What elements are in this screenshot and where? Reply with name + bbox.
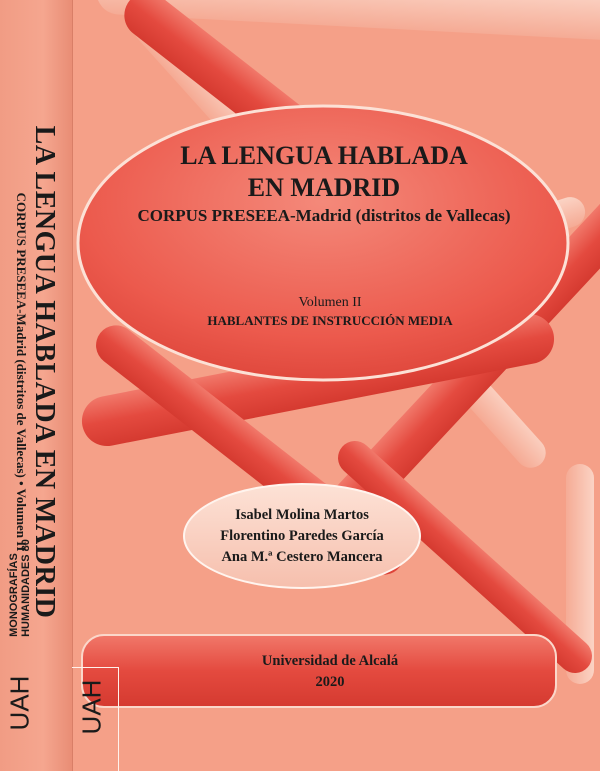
publisher-block: [200, 651, 460, 693]
title-line-2: EN MADRID: [247, 173, 401, 202]
spine-uah-logo: UAH: [4, 675, 35, 731]
authors-list: [196, 505, 408, 568]
cover-subtitle: CORPUS PRESEEA-Madrid (distritos de Vallecas): [137, 206, 511, 225]
series-line-1: MONOGRAFÍAS: [8, 553, 20, 637]
spine-title: LA LENGUA HABLADA EN MADRID: [29, 125, 60, 619]
publication-year: 2020: [315, 674, 345, 690]
series-line-2: HUMANIDADES 80: [20, 539, 32, 637]
spine: [0, 0, 73, 771]
author-name: Isabel Molina Martos: [235, 507, 369, 523]
volume-title: HABLANTES DE INSTRUCCIÓN MEDIA: [207, 313, 453, 328]
publisher-name: Universidad de Alcalá: [261, 653, 399, 669]
author-name: Ana M.ª Cestero Mancera: [221, 549, 383, 565]
title-line-1: LA LENGUA HABLADA: [180, 141, 468, 170]
series-label: [8, 539, 32, 637]
front-uah-logo: UAH: [76, 679, 107, 735]
spine-subtitle: CORPUS PRESEEA-Madrid (distritos de Vallecas) • Volumen II: [14, 192, 29, 552]
cover-title: [92, 140, 556, 228]
volume-label: Volumen II: [298, 295, 362, 310]
author-name: Florentino Paredes García: [220, 528, 384, 544]
volume-block: [120, 294, 540, 330]
